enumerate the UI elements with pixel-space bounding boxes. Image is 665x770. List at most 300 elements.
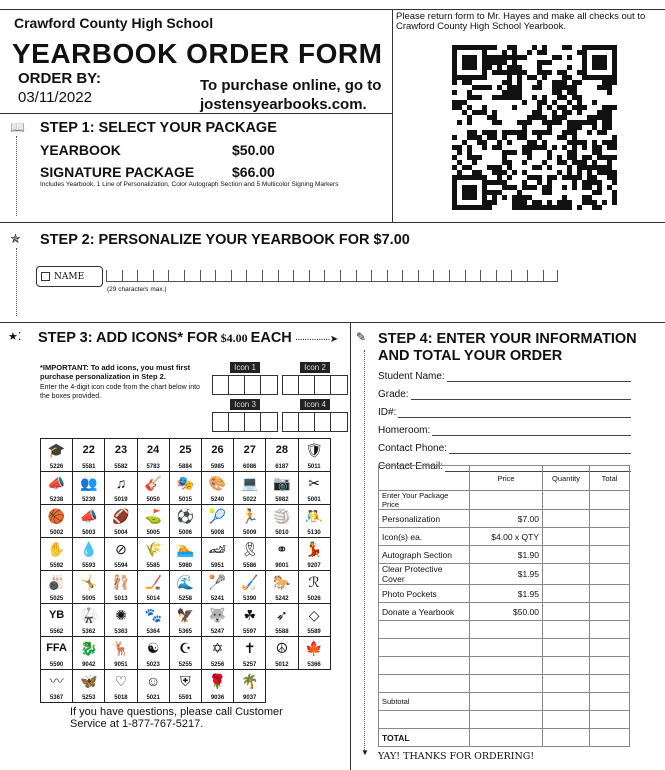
icon-code: 5015 (178, 497, 193, 503)
icon-code-boxes[interactable] (212, 375, 278, 395)
name-character-input[interactable] (106, 270, 558, 282)
checkbox-square[interactable] (41, 272, 50, 281)
icon-glyph: 🦅 (176, 607, 195, 623)
character-box[interactable] (324, 270, 340, 281)
quantity-cell[interactable] (543, 711, 590, 729)
icon-cell (202, 439, 234, 472)
icon-cell (138, 637, 170, 670)
quantity-cell[interactable] (543, 585, 590, 603)
icon-cell (41, 670, 73, 703)
icon-label: Icon 2 (300, 362, 330, 373)
icon-code: 9036 (210, 695, 225, 701)
header-divider (392, 9, 393, 222)
digit-box[interactable] (299, 413, 315, 431)
icon-cell (41, 604, 73, 637)
character-box[interactable] (137, 270, 153, 281)
item-label: Icon(s) ea. (379, 528, 470, 546)
package-signature-price: $66.00 (232, 164, 275, 180)
icon-code: 5585 (146, 563, 160, 569)
info-field[interactable] (378, 402, 631, 418)
icon-glyph: ✋ (47, 541, 66, 557)
quantity-cell[interactable] (543, 546, 590, 564)
icon-cell (266, 472, 298, 505)
student-info-fields (378, 366, 631, 474)
info-field[interactable] (378, 384, 631, 400)
icon-cell (299, 505, 331, 538)
icon-glyph: 23 (114, 444, 128, 456)
package-signature: SIGNATURE PACKAGE (40, 164, 195, 180)
field-input-line[interactable] (447, 372, 631, 382)
icon-code: 5012 (275, 662, 289, 668)
qr-code[interactable] (452, 40, 618, 216)
icon-glyph: 🎸 (144, 475, 162, 491)
item-price: $4.00 x QTY (470, 528, 543, 546)
name-checkbox[interactable] (36, 266, 103, 287)
icon-code: 5980 (178, 563, 193, 569)
icon-code: 5390 (243, 596, 257, 602)
info-field[interactable] (378, 438, 631, 454)
field-input-line[interactable] (432, 426, 631, 436)
icon-glyph: 28 (275, 444, 289, 456)
icon-cell (234, 670, 266, 703)
quantity-cell[interactable] (543, 729, 590, 747)
icon-code: 5019 (114, 497, 128, 503)
column-header: Quantity (543, 466, 590, 491)
icon-cell (234, 604, 266, 637)
icon-cell (138, 439, 170, 472)
item-label: Autograph Section (379, 546, 470, 564)
item-label: Personalization (379, 510, 470, 528)
total-cell[interactable] (590, 729, 630, 747)
item-label: TOTAL (379, 729, 470, 747)
total-cell[interactable] (590, 510, 630, 528)
icon-code: 5258 (178, 596, 193, 602)
icon-glyph: ♫ (115, 475, 127, 491)
total-cell[interactable] (590, 657, 630, 675)
icon-cell (73, 439, 105, 472)
step2-title: STEP 2: PERSONALIZE YOUR YEARBOOK FOR $7.00 (40, 232, 410, 248)
order-total-table (378, 465, 630, 747)
icon-code: 5364 (146, 629, 160, 635)
icon-glyph: ⚭ (276, 541, 288, 557)
icon-code-boxes[interactable] (282, 412, 348, 432)
character-box[interactable] (293, 270, 309, 281)
icon-code: 5010 (275, 530, 289, 536)
icon-code: 5367 (49, 695, 64, 701)
icon-code-input-4[interactable] (282, 399, 348, 432)
icon-code: 5023 (146, 662, 160, 668)
character-box[interactable] (184, 270, 200, 281)
item-label (379, 675, 470, 693)
item-label (379, 639, 470, 657)
icon-cell (266, 604, 298, 637)
icon-code: 5002 (49, 530, 64, 536)
character-box[interactable] (543, 270, 559, 281)
icon-code: 5365 (178, 629, 193, 635)
icon-code: 5241 (210, 596, 225, 602)
icon-code: 5026 (307, 596, 321, 602)
signature-package-note: Includes Yearbook, 1 Line of Personalization, Color Autograph Section and 5 Multicolor Signing Markers (40, 181, 339, 188)
icon-glyph: 🍁 (305, 640, 323, 656)
icon-cell (170, 439, 202, 472)
icon-code: 5982 (275, 497, 289, 503)
character-box[interactable] (246, 270, 262, 281)
icon-code: 9207 (307, 563, 321, 569)
icon-code: 5001 (307, 497, 321, 503)
table-row (379, 528, 630, 546)
icon-cell (170, 604, 202, 637)
character-box[interactable] (402, 270, 418, 281)
icon-code: 9001 (275, 563, 289, 569)
icon-glyph: 🎨 (208, 475, 227, 491)
table-row (379, 639, 630, 657)
character-box[interactable] (356, 270, 372, 281)
table-row (379, 491, 630, 510)
character-box[interactable] (215, 270, 231, 281)
icon-glyph: ☪ (179, 640, 192, 656)
total-cell[interactable] (590, 621, 630, 639)
icon-glyph: 🐎 (273, 574, 291, 590)
step1-dotted-arrow (16, 136, 17, 216)
icon-glyph: 🌴 (241, 673, 259, 689)
icon-cell (266, 538, 298, 571)
icon-code: 5025 (49, 596, 64, 602)
icon-cell (41, 637, 73, 670)
total-cell[interactable] (590, 639, 630, 657)
icon-cell (234, 505, 266, 538)
icon-glyph: 🏒 (144, 574, 162, 590)
character-box[interactable] (371, 270, 387, 281)
total-cell[interactable] (590, 675, 630, 693)
icon-code: 5004 (114, 530, 128, 536)
character-box[interactable] (231, 270, 247, 281)
step1-bottom-border (0, 222, 665, 223)
field-input-line[interactable] (411, 390, 631, 400)
icon-cell (73, 505, 105, 538)
icon-glyph: ⚽ (176, 508, 195, 524)
icon-cell (73, 538, 105, 571)
icon-glyph: 🦌 (112, 640, 130, 656)
icon-code: 5951 (210, 563, 225, 569)
icon-code: 5362 (82, 629, 96, 635)
icon-code: 5226 (49, 464, 64, 470)
step2-dotted-arrow (16, 248, 17, 316)
icon-code-input-1[interactable] (212, 362, 278, 395)
digit-box[interactable] (213, 413, 229, 431)
icon-cell (105, 505, 137, 538)
total-cell[interactable] (590, 585, 630, 603)
icon-glyph: ➶ (276, 607, 288, 623)
quantity-cell[interactable] (543, 603, 590, 621)
character-box[interactable] (200, 270, 216, 281)
icon-cell (234, 439, 266, 472)
step4-title-line1: STEP 4: ENTER YOUR INFORMATION (378, 331, 637, 347)
icon-cell (234, 538, 266, 571)
icon-cell (105, 670, 137, 703)
icon-glyph: 🎓 (47, 442, 66, 458)
stars-icon: ★⁚ (8, 331, 22, 343)
character-box[interactable] (496, 270, 512, 281)
quantity-cell[interactable] (543, 657, 590, 675)
icon-glyph: 🎾 (208, 508, 227, 524)
digit-box[interactable] (229, 376, 245, 394)
info-field[interactable] (378, 420, 631, 436)
character-box[interactable] (449, 270, 465, 281)
icon-cell (202, 472, 234, 505)
digit-box[interactable] (261, 376, 277, 394)
step3-title-each: EACH (250, 330, 292, 346)
icon-cell (73, 472, 105, 505)
icon-cell (299, 472, 331, 505)
table-row (379, 603, 630, 621)
icon-glyph: 22 (82, 444, 95, 456)
icon-code: 9042 (82, 662, 96, 668)
digit-box[interactable] (283, 376, 299, 394)
name-label: NAME (54, 271, 85, 282)
icon-code: 5240 (210, 497, 225, 503)
step3-title (38, 330, 337, 346)
digit-box[interactable] (213, 376, 229, 394)
icon-cell (202, 538, 234, 571)
icon-code: 5590 (49, 662, 64, 668)
quantity-cell[interactable] (543, 621, 590, 639)
total-cell[interactable] (590, 546, 630, 564)
icon-cell (41, 538, 73, 571)
icon-cell (170, 670, 202, 703)
icon-cell (138, 472, 170, 505)
icon-glyph: ☯ (146, 640, 160, 656)
quantity-cell[interactable] (543, 510, 590, 528)
item-label (379, 621, 470, 639)
icon-cell (266, 439, 298, 472)
digit-box[interactable] (245, 413, 261, 431)
column-header (379, 466, 470, 491)
step2-bottom-border (0, 322, 665, 323)
icon-row (41, 472, 331, 505)
icon-glyph: 🎳 (47, 574, 66, 590)
total-cell[interactable] (590, 491, 630, 510)
icon-code: 5985 (210, 464, 225, 470)
icon-code-input-2[interactable] (282, 362, 348, 395)
icon-cell (170, 571, 202, 604)
digit-box[interactable] (229, 413, 245, 431)
character-box[interactable] (153, 270, 169, 281)
icon-glyph: 🌹 (208, 673, 227, 689)
star-icon: ✯ (10, 231, 21, 246)
icon-glyph: 📣 (47, 475, 66, 491)
item-price: $1.95 (470, 564, 543, 585)
icon-glyph: 📷 (273, 475, 291, 491)
order-by-date: 03/11/2022 (18, 89, 92, 106)
package-yearbook-price: $50.00 (232, 142, 275, 158)
character-box[interactable] (262, 270, 278, 281)
icon-code: 5239 (82, 497, 96, 503)
icon-code: 5591 (178, 695, 193, 701)
icon-glyph: ✺ (115, 607, 127, 623)
icon-cell (170, 472, 202, 505)
icon-code: 5586 (243, 563, 257, 569)
total-cell[interactable] (590, 564, 630, 585)
icon-code: 6086 (243, 464, 257, 470)
digit-box[interactable] (283, 413, 299, 431)
step1-title: STEP 1: SELECT YOUR PACKAGE (40, 120, 277, 136)
digit-box[interactable] (261, 413, 277, 431)
icon-glyph: 🩰 (112, 574, 130, 590)
total-cell[interactable] (590, 528, 630, 546)
quantity-cell[interactable] (543, 639, 590, 657)
field-label: Contact Phone: (378, 443, 447, 454)
order-by-label: ORDER BY: (18, 70, 102, 87)
quantity-cell[interactable] (543, 491, 590, 510)
character-box[interactable] (527, 270, 543, 281)
help-text: If you have questions, please call Customer Service at 1-877-767-5217. (70, 706, 283, 730)
icon-cell (138, 538, 170, 571)
icon-code: 5008 (210, 530, 225, 536)
icon-code-boxes[interactable] (282, 375, 348, 395)
icon-glyph: 25 (179, 444, 192, 456)
total-cell[interactable] (590, 603, 630, 621)
icon-glyph: 💻 (241, 475, 259, 491)
quantity-cell[interactable] (543, 675, 590, 693)
icon-code: 5009 (243, 530, 257, 536)
character-box[interactable] (340, 270, 356, 281)
digit-box[interactable] (331, 376, 347, 394)
return-note: Please return form to Mr. Hayes and make all checks out to Crawford County High School Yearbook. (396, 11, 646, 32)
digit-box[interactable] (299, 376, 315, 394)
icon-glyph: 🐺 (208, 607, 227, 623)
field-label: Homeroom: (378, 425, 431, 436)
arrow-down-icon: ▼ (361, 748, 369, 757)
icon-code: 5006 (178, 530, 193, 536)
icon-cell (138, 571, 170, 604)
school-name: Crawford County High School (14, 15, 214, 31)
icon-cell (234, 637, 266, 670)
icon-glyph: 🐾 (144, 607, 162, 623)
character-box[interactable] (418, 270, 434, 281)
character-box[interactable] (168, 270, 184, 281)
character-box[interactable] (278, 270, 294, 281)
item-price: $7.00 (470, 510, 543, 528)
icon-code: 5255 (178, 662, 193, 668)
page-title: YEARBOOK ORDER FORM (12, 38, 383, 69)
field-label: ID#: (378, 407, 397, 418)
item-label: Donate a Yearbook (379, 603, 470, 621)
field-input-line[interactable] (398, 408, 631, 418)
icon-glyph: 26 (211, 444, 224, 456)
important-note: *IMPORTANT: To add icons, you must first purchase personalization in Step 2. (40, 363, 191, 381)
icon-glyph: 🏃 (241, 508, 259, 524)
quantity-cell[interactable] (543, 528, 590, 546)
character-box[interactable] (511, 270, 527, 281)
character-box[interactable] (433, 270, 449, 281)
icon-code-boxes[interactable] (212, 412, 278, 432)
digit-box[interactable] (331, 413, 347, 431)
field-label: Student Name: (378, 371, 445, 382)
total-cell[interactable] (590, 693, 630, 711)
digit-box[interactable] (315, 376, 331, 394)
icon-cell (266, 637, 298, 670)
icon-code: 5783 (146, 464, 160, 470)
icon-glyph: 🦋 (80, 673, 98, 689)
table-row (379, 621, 630, 639)
icon-code: 5238 (49, 497, 64, 503)
info-field[interactable] (378, 366, 631, 382)
quantity-cell[interactable] (543, 564, 590, 585)
digit-box[interactable] (245, 376, 261, 394)
icon-cell (266, 571, 298, 604)
total-cell[interactable] (590, 711, 630, 729)
icon-glyph: 🤼 (305, 508, 323, 524)
icon-glyph: 🛡 (305, 442, 323, 458)
icon-cell (202, 505, 234, 538)
icon-code: 5242 (275, 596, 289, 602)
icon-code: 5257 (243, 662, 257, 668)
icon-code: 5247 (210, 629, 225, 635)
icon-row (41, 538, 331, 571)
icon-cell (170, 505, 202, 538)
item-price (470, 621, 543, 639)
item-price: $1.95 (470, 585, 543, 603)
icon-cell (202, 670, 234, 703)
character-box[interactable] (309, 270, 325, 281)
table-row (379, 693, 630, 711)
icon-code: 5256 (210, 662, 225, 668)
icon-cell (41, 571, 73, 604)
character-box[interactable] (480, 270, 496, 281)
icon-cell (105, 439, 137, 472)
table-row (379, 564, 630, 585)
item-label: Clear Protective Cover (379, 564, 470, 585)
character-box[interactable] (122, 270, 138, 281)
table-header (379, 466, 630, 491)
quantity-cell[interactable] (543, 693, 590, 711)
item-price: $50.00 (470, 603, 543, 621)
item-price: $1.90 (470, 546, 543, 564)
icon-glyph: 🏑 (241, 574, 259, 590)
icon-label: Icon 1 (230, 362, 260, 373)
step4-title-line2: AND TOTAL YOUR ORDER (378, 348, 563, 364)
icon-cell (105, 571, 137, 604)
icon-cell (299, 604, 331, 637)
table-row (379, 657, 630, 675)
field-input-line[interactable] (449, 444, 631, 454)
icon-row (41, 604, 331, 637)
character-box[interactable] (387, 270, 403, 281)
item-price (470, 711, 543, 729)
icon-glyph: ✂ (308, 475, 320, 491)
icon-cell (138, 670, 170, 703)
online-link[interactable]: jostensyearbooks.com. (200, 96, 367, 113)
icon-code-input-3[interactable] (212, 399, 278, 432)
icon-cell (202, 637, 234, 670)
icon-glyph: 🐉 (80, 640, 98, 656)
character-box[interactable] (106, 270, 122, 281)
icon-cell (105, 637, 137, 670)
item-price (470, 491, 543, 510)
digit-box[interactable] (315, 413, 331, 431)
icon-row (41, 571, 331, 604)
icon-glyph: 🏀 (47, 508, 66, 524)
character-box[interactable] (465, 270, 481, 281)
icon-code: 9051 (114, 662, 128, 668)
icon-cell (138, 505, 170, 538)
table-row (379, 675, 630, 693)
icon-code: 5253 (82, 695, 96, 701)
icon-cell (299, 439, 331, 472)
icon-code: 5366 (307, 662, 321, 668)
step3-title-text: STEP 3: ADD ICONS* FOR (38, 330, 218, 346)
table-row (379, 546, 630, 564)
